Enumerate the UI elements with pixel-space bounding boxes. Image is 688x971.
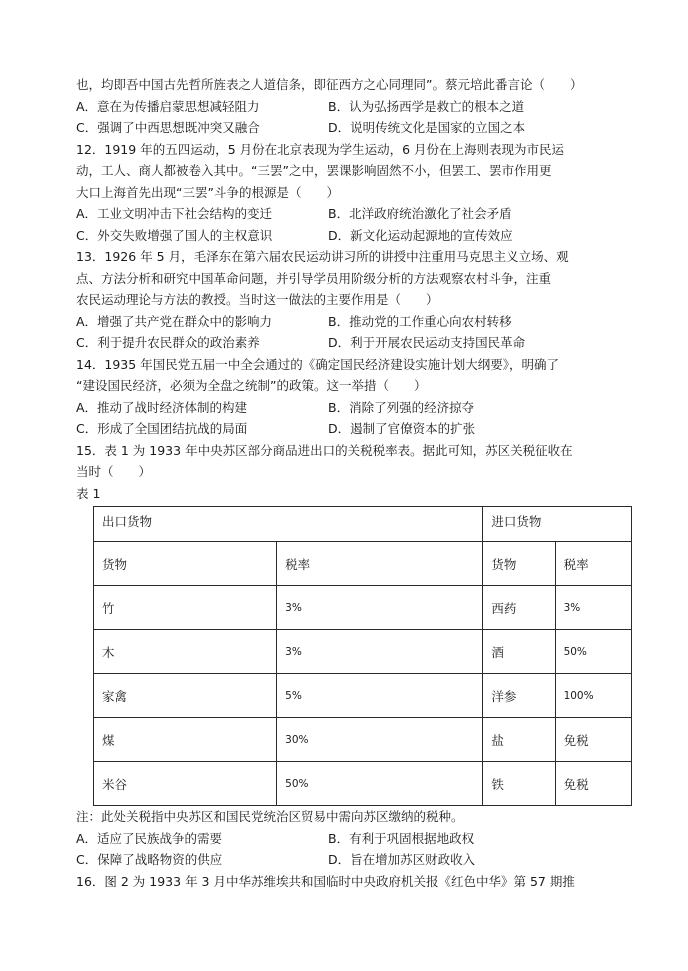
q11-option-d[interactable]: D．说明传统文化是国家的立国之本 (328, 120, 526, 135)
export-good: 米谷 (94, 762, 277, 806)
q14-option-d[interactable]: D．遏制了官僚资本的扩张 (328, 421, 476, 436)
q12-stem-line3: 大口上海首先出现“三罢”斗争的根源是（ ） (76, 184, 339, 200)
q14-option-b[interactable]: B．消除了列强的经济掠夺 (328, 399, 475, 415)
q12-option-c[interactable]: C．外交失败增强了国人的主权意识 (76, 227, 273, 243)
q13-stem-line2: 点、方法分析和研究中国革命问题，并引导学员用阶级分析的方法观察农村斗争，注重 (76, 270, 552, 286)
import-rate: 100% (555, 674, 631, 718)
q11-options-row1 (76, 96, 621, 118)
q15-options-row1 (76, 828, 621, 850)
export-good: 木 (94, 630, 277, 674)
export-rate: 3% (277, 586, 483, 630)
export-goods-col-header: 货物 (94, 542, 277, 586)
q11-option-c[interactable]: C．强调了中西思想既冲突又融合 (76, 120, 260, 135)
q14-options-row2 (76, 418, 621, 440)
q14-option-c[interactable]: C．形成了全国团结抗战的局面 (76, 421, 248, 436)
table-row (94, 762, 632, 806)
q11-option-b[interactable]: B．认为弘扬西学是救亡的根本之道 (328, 98, 525, 114)
table-subheader-row (94, 542, 632, 586)
table-row (94, 718, 632, 762)
export-rate: 3% (277, 630, 483, 674)
table-row (94, 674, 632, 718)
q12-option-b[interactable]: B．北洋政府统治激化了社会矛盾 (328, 206, 512, 221)
import-rate: 免税 (555, 718, 631, 762)
q11-option-a[interactable]: A．意在为传播启蒙思想减轻阻力 (76, 98, 260, 114)
import-rate: 免税 (555, 762, 631, 806)
q14-options-row1 (76, 397, 621, 419)
import-good: 盐 (483, 718, 555, 762)
import-rate: 50% (555, 630, 631, 674)
q14-stem-line1: 14．1935 年国民党五届一中全会通过的《确定国民经济建设实施计划大纲要》，明确了 (76, 356, 559, 372)
import-rate-col-header: 税率 (555, 542, 631, 586)
export-rate: 5% (277, 674, 483, 718)
q13-options-row1 (76, 311, 621, 333)
q15-option-c[interactable]: C．保障了战略物资的供应 (76, 852, 223, 867)
table-header-row (94, 507, 632, 542)
q15-option-d[interactable]: D．旨在增加苏区财政收入 (328, 852, 476, 867)
q15-option-a[interactable]: A．适应了民族战争的需要 (76, 830, 223, 846)
q14-stem-line2: “建设国民经济，必须为全盘之统制”的政策。这一举措（ ） (76, 378, 427, 393)
q13-option-d[interactable]: D．利于开展农民运动支持国民革命 (328, 335, 526, 350)
q13-stem-line1: 13．1926 年 5 月，毛泽东在第六届农民运动讲习所的讲授中注重用马克思主义立场、观 (76, 249, 569, 264)
q12-options-row2 (76, 225, 621, 247)
import-good: 洋参 (483, 674, 555, 718)
export-goods-header: 出口货物 (94, 507, 483, 542)
import-good: 酒 (483, 630, 555, 674)
export-good: 竹 (94, 586, 277, 630)
table-row (94, 586, 632, 630)
import-good: 铁 (483, 762, 555, 806)
q12-option-a[interactable]: A．工业文明冲击下社会结构的变迁 (76, 206, 273, 221)
q15-stem-line1: 15．表 1 为 1933 年中央苏区部分商品进出口的关税税率表。据此可知，苏区关税征收在 (76, 442, 573, 458)
q12-option-d[interactable]: D．新文化运动起源地的宣传效应 (328, 227, 513, 243)
q13-stem-line3: 农民运动理论与方法的教授。当时这一做法的主要作用是（ ） (76, 292, 439, 307)
export-rate-col-header: 税率 (277, 542, 483, 586)
q12-options-row1 (76, 203, 621, 225)
q14-option-a[interactable]: A．推动了战时经济体制的构建 (76, 399, 248, 415)
q13-options-row2 (76, 332, 621, 354)
q15-options-row2 (76, 849, 621, 871)
table-row (94, 630, 632, 674)
table-label: 表 1 (76, 485, 101, 501)
q12-stem-line2: 动，工人、商人都被卷入其中。“三罢”之中，罢课影响固然不小，但罢工、罢市作用更 (76, 163, 552, 178)
q12-stem-line1: 12．1919 年的五四运动，5 月份在北京表现为学生运动，6 月份在上海则表现为市民运 (76, 141, 565, 157)
q15-option-b[interactable]: B．有利于巩固根据地政权 (328, 830, 475, 846)
export-rate: 50% (277, 762, 483, 806)
q11-stem-tail: 也，均即吾中国古先哲所旌表之人道信条，即征西方之心同理同”。蔡元培此番言论（ ） (76, 77, 583, 92)
q13-option-c[interactable]: C．利于提升农民群众的政治素养 (76, 335, 260, 350)
table-note: 注：此处关税指中央苏区和国民党统治区贸易中需向苏区缴纳的税种。 (76, 809, 464, 824)
exam-page (76, 74, 621, 892)
export-good: 家禽 (94, 674, 277, 718)
q16-stem-line1: 16．图 2 为 1933 年 3 月中华苏维埃共和国临时中央政府机关报《红色中华》第 57 期推 (76, 873, 575, 889)
tariff-table (93, 506, 632, 806)
import-goods-header: 进口货物 (483, 507, 632, 542)
q11-options-row2 (76, 117, 621, 139)
q13-option-a[interactable]: A．增强了共产党在群众中的影响力 (76, 313, 273, 329)
export-good: 煤 (94, 718, 277, 762)
import-good: 西药 (483, 586, 555, 630)
import-goods-col-header: 货物 (483, 542, 555, 586)
q13-option-b[interactable]: B．推动党的工作重心向农村转移 (328, 313, 512, 329)
q15-stem-line2: 当时（ ） (76, 464, 152, 479)
import-rate: 3% (555, 586, 631, 630)
export-rate: 30% (277, 718, 483, 762)
